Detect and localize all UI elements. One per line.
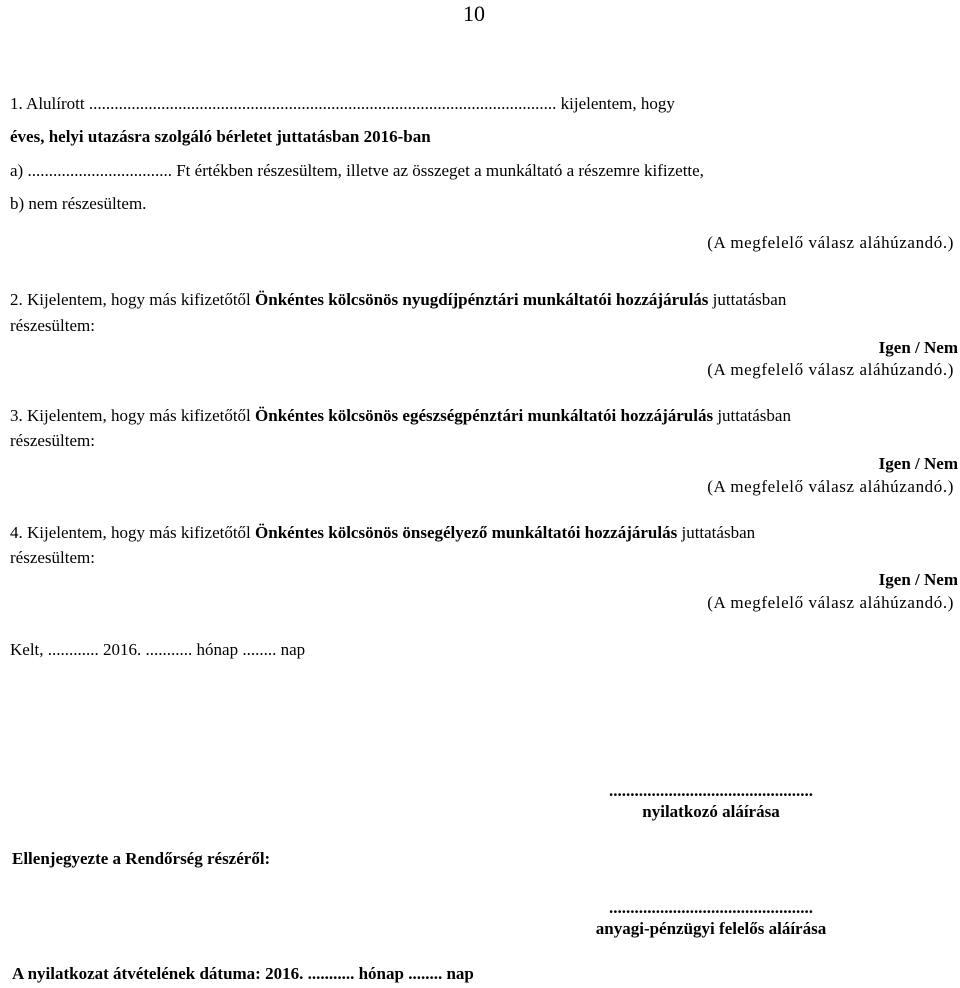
item3-answer: Igen / Nem <box>878 454 958 473</box>
item1-option-a <box>10 161 704 181</box>
item3-bold: Önkéntes kölcsönös egészségpénztári munkáltatói hozzájárulás <box>255 406 714 425</box>
item3-note: (A megfelelő válasz aláhúzandó.) <box>707 477 954 496</box>
signature1-label: nyilatkozó aláírása <box>642 802 780 821</box>
item4-answer: Igen / Nem <box>878 570 958 589</box>
signature2-line: ................................................ <box>609 898 813 917</box>
item4-statement <box>10 523 755 543</box>
item4-note: (A megfelelő válasz aláhúzandó.) <box>707 593 954 612</box>
item4-bold: Önkéntes kölcsönös önsegélyező munkáltatói hozzájárulás <box>255 523 678 542</box>
item2-bold: Önkéntes kölcsönös nyugdíjpénztári munkáltatói hozzájárulás <box>255 290 709 309</box>
signature1-line: ................................................ <box>609 781 813 800</box>
item1-option-b: b) nem részesültem. <box>10 194 147 213</box>
countersign-label: Ellenjegyezte a Rendőrség részéről: <box>12 849 271 868</box>
option-a-text: Ft értékben részesültem, illetve az összeget a munkáltató a részemre kifizette, <box>171 161 704 180</box>
page-number: 10 <box>463 1 485 26</box>
item3-label: részesültem: <box>10 431 95 450</box>
item2-prefix: 2. Kijelentem, hogy más kifizetőtől <box>10 290 256 309</box>
option-a-label: a) <box>10 161 28 180</box>
receipt-date-line: A nyilatkozat átvételének dátuma: 2016. ........... hónap ........ nap <box>12 964 474 983</box>
item4-suffix: juttatásban <box>677 523 756 542</box>
item1-line2: éves, helyi utazásra szolgáló bérletet juttatásban 2016-ban <box>10 127 431 146</box>
item2-statement <box>10 290 786 310</box>
item4-label: részesültem: <box>10 548 95 567</box>
item1-declare: kijelentem, hogy <box>556 94 675 113</box>
item1-note: (A megfelelő válasz aláhúzandó.) <box>707 233 954 252</box>
item4-prefix: 4. Kijelentem, hogy más kifizetőtől <box>10 523 256 542</box>
amount-blank: .................................. <box>27 161 172 180</box>
signature2-label: anyagi-pénzügyi felelős aláírása <box>595 919 827 938</box>
item1-line1 <box>10 94 675 114</box>
item3-prefix: 3. Kijelentem, hogy más kifizetőtől <box>10 406 256 425</box>
item2-note: (A megfelelő válasz aláhúzandó.) <box>707 360 954 379</box>
item3-suffix: juttatásban <box>713 406 791 425</box>
item2-suffix: juttatásban <box>708 290 787 309</box>
item2-label: részesültem: <box>10 316 95 335</box>
item1-intro: 1. Alulírott <box>10 94 89 113</box>
item2-answer: Igen / Nem <box>878 338 958 357</box>
name-blank: .............................................................................................................. <box>88 94 557 113</box>
item3-statement <box>10 406 791 426</box>
date-line: Kelt, ............ 2016. ........... hónap ........ nap <box>10 640 306 659</box>
